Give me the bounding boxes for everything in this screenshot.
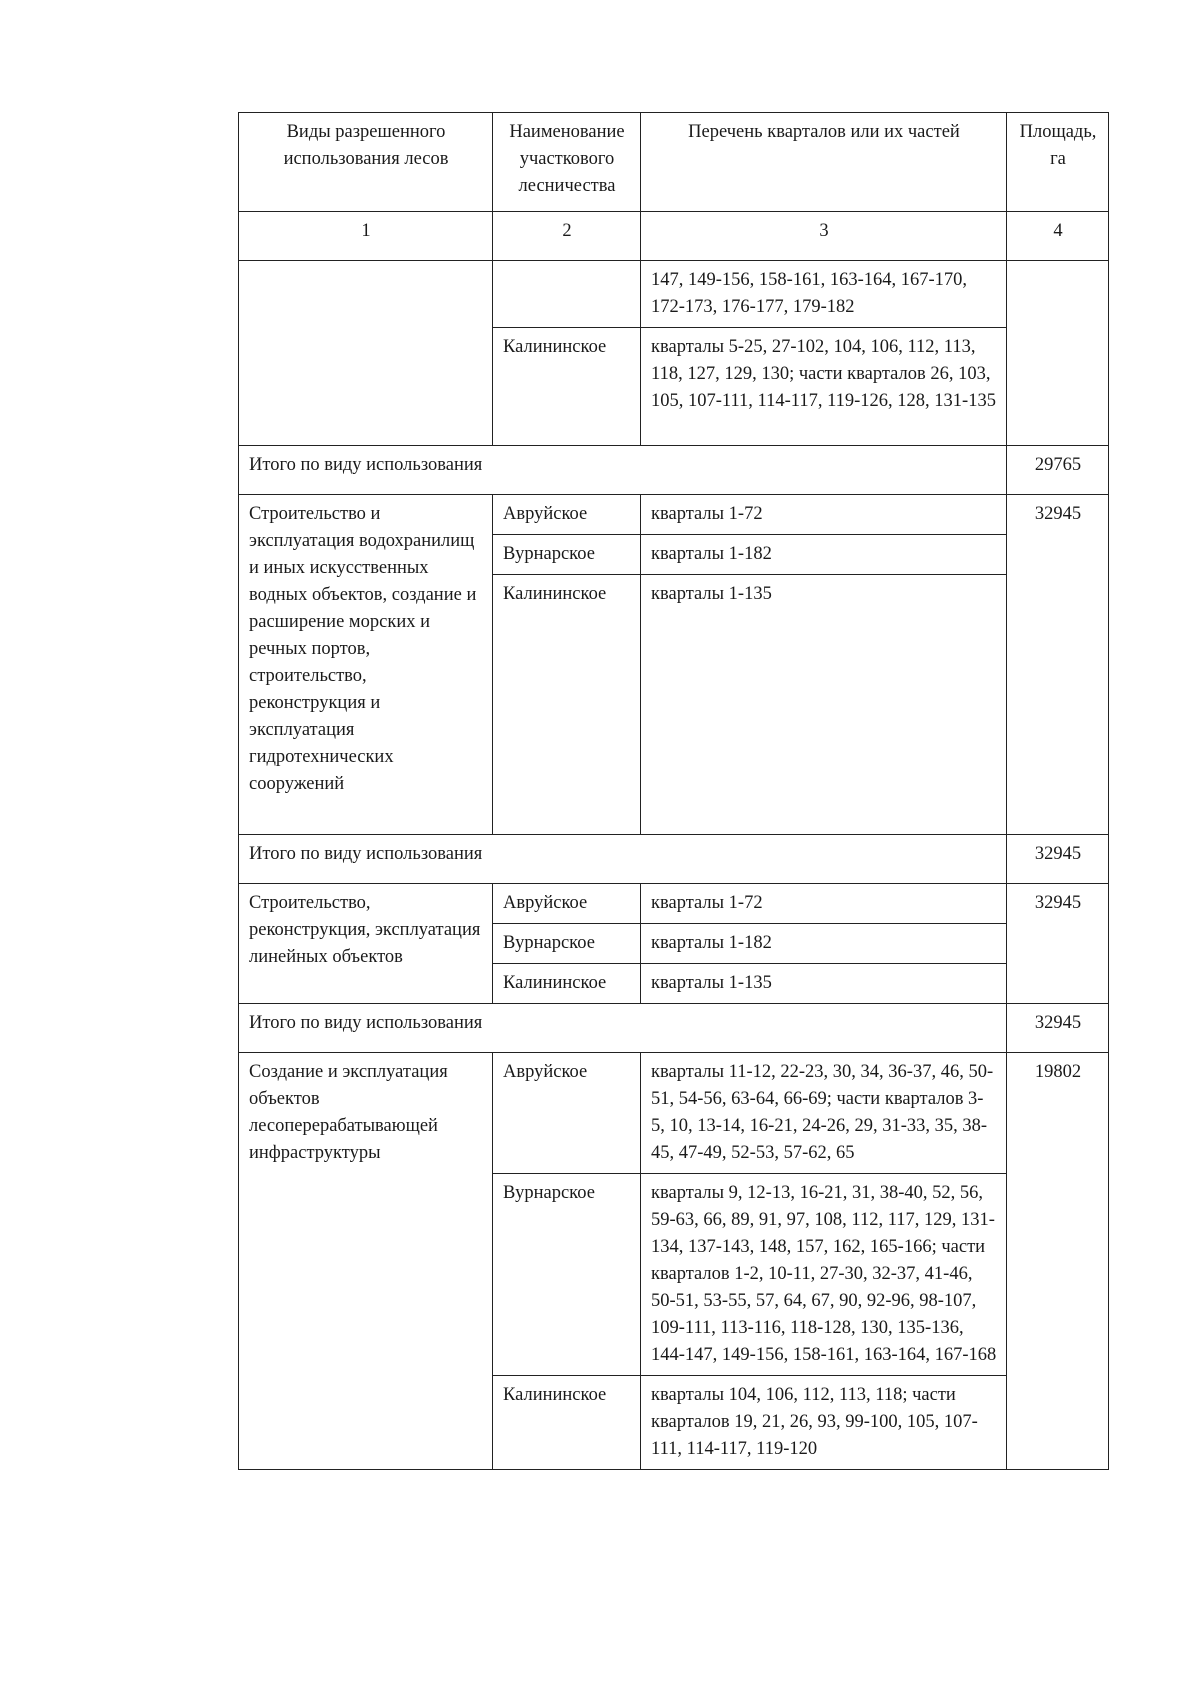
- forestry-cell: Авруйское: [493, 495, 641, 535]
- total-row: [239, 446, 1109, 495]
- quarters-cell: кварталы 1-135: [641, 575, 1007, 835]
- use-type-cell: Создание и эксплуатация объектов лесоперерабатывающей инфраструктуры: [239, 1053, 493, 1470]
- forestry-cell: Калининское: [493, 964, 641, 1004]
- table-row: [239, 261, 1109, 328]
- quarters-cell: 147, 149-156, 158-161, 163-164, 167-170, 172-173, 176-177, 179-182: [641, 261, 1007, 328]
- quarters-cell: кварталы 1-182: [641, 535, 1007, 575]
- quarters-cell: кварталы 5-25, 27-102, 104, 106, 112, 113, 118, 127, 129, 130; части кварталов 26, 103, 105, 107-111, 114-117, 119-126, 128, 131-135: [641, 328, 1007, 446]
- quarters-cell: кварталы 9, 12-13, 16-21, 31, 38-40, 52, 56, 59-63, 66, 89, 91, 97, 108, 112, 117, 129, 131-134, 137-143, 148, 157, 162, 165-166; части кварталов 1-2, 10-11, 27-30, 32-37, 41-46, 50-51, 53-55, 57, 64, 67, 90, 92-96, 98-107, 109-111, 113-116, 118-128, 130, 135-136, 144-147, 149-156, 158-161, 163-164, 167-168: [641, 1174, 1007, 1376]
- column-number: 4: [1007, 212, 1109, 261]
- forestry-cell: [493, 261, 641, 328]
- header-use-type: Виды разрешенного использования лесов: [239, 113, 493, 212]
- header-quarters: Перечень кварталов или их частей: [641, 113, 1007, 212]
- column-number: 3: [641, 212, 1007, 261]
- forestry-cell: Калининское: [493, 575, 641, 835]
- column-number: 2: [493, 212, 641, 261]
- forestry-cell: Вурнарское: [493, 924, 641, 964]
- use-type-cell: Строительство и эксплуатация водохранилищ и иных искусственных водных объектов, создание и расширение морских и речных портов, строительство, реконструкция и эксплуатация гидротехнических сооружений: [239, 495, 493, 835]
- forestry-cell: Авруйское: [493, 1053, 641, 1174]
- forestry-cell: Калининское: [493, 328, 641, 446]
- area-cell: 19802: [1007, 1053, 1109, 1470]
- table-row: [239, 884, 1109, 924]
- total-area: 32945: [1007, 1004, 1109, 1053]
- forestry-cell: Авруйское: [493, 884, 641, 924]
- table-row: [239, 495, 1109, 535]
- total-row: [239, 835, 1109, 884]
- quarters-cell: кварталы 11-12, 22-23, 30, 34, 36-37, 46, 50-51, 54-56, 63-64, 66-69; части кварталов 3-5, 10, 13-14, 16-21, 24-26, 29, 31-33, 35, 38-45, 47-49, 52-53, 57-62, 65: [641, 1053, 1007, 1174]
- area-cell: [1007, 261, 1109, 446]
- forestry-cell: Вурнарское: [493, 535, 641, 575]
- area-cell: 32945: [1007, 495, 1109, 835]
- use-type-cell: [239, 261, 493, 446]
- quarters-cell: кварталы 1-182: [641, 924, 1007, 964]
- total-row: [239, 1004, 1109, 1053]
- total-label: Итого по виду использования: [239, 446, 1007, 495]
- use-type-cell: Строительство, реконструкция, эксплуатация линейных объектов: [239, 884, 493, 1004]
- forest-use-table: [238, 112, 1109, 1470]
- forestry-cell: Калининское: [493, 1376, 641, 1470]
- table-row: [239, 1053, 1109, 1174]
- total-area: 32945: [1007, 835, 1109, 884]
- column-number-row: [239, 212, 1109, 261]
- total-label: Итого по виду использования: [239, 1004, 1007, 1053]
- quarters-cell: кварталы 1-72: [641, 884, 1007, 924]
- header-forestry: Наименование участкового лесничества: [493, 113, 641, 212]
- total-area: 29765: [1007, 446, 1109, 495]
- quarters-cell: кварталы 104, 106, 112, 113, 118; части кварталов 19, 21, 26, 93, 99-100, 105, 107-111, 114-117, 119-120: [641, 1376, 1007, 1470]
- table-header-row: [239, 113, 1109, 212]
- forestry-cell: Вурнарское: [493, 1174, 641, 1376]
- column-number: 1: [239, 212, 493, 261]
- quarters-cell: кварталы 1-72: [641, 495, 1007, 535]
- area-cell: 32945: [1007, 884, 1109, 1004]
- total-label: Итого по виду использования: [239, 835, 1007, 884]
- quarters-cell: кварталы 1-135: [641, 964, 1007, 1004]
- header-area: Площадь, га: [1007, 113, 1109, 212]
